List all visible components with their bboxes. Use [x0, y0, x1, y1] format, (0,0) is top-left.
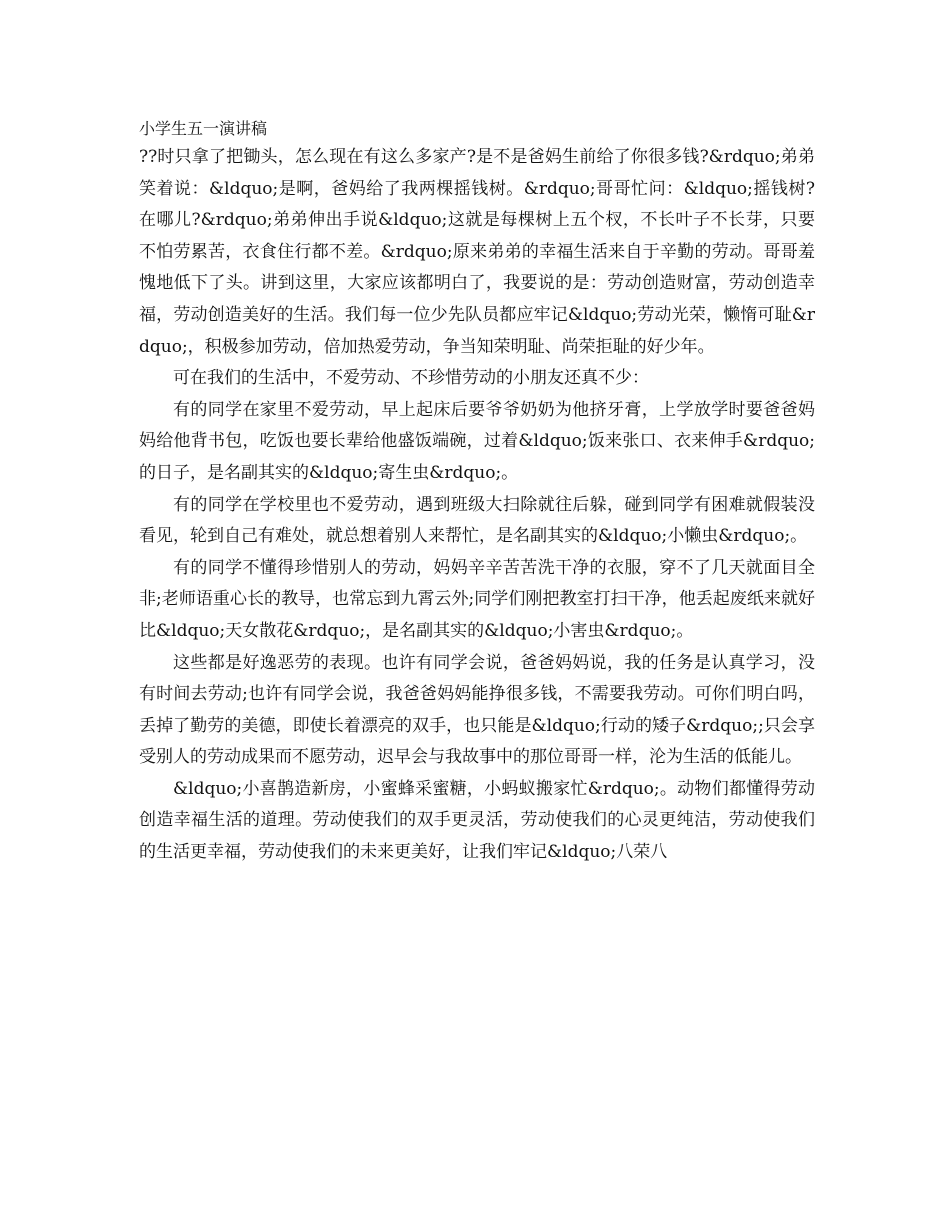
- paragraph-intro-problem: 可在我们的生活中，不爱劳动、不珍惜劳动的小朋友还真不少：: [173, 368, 649, 389]
- paragraph-idleness: 这些都是好逸恶劳的表现。也许有同学会说，爸爸妈妈说，我的任务是认真学习，没有时间去劳动;也许有同学会说，我爸爸妈妈能挣很多钱，不需要我劳动。可你们明白吗，丢掉了勤劳的美德，即使长着漂亮的双手，也只能是&ldquo;行动的矮子&rdquo;;只会享受别人的劳动成果而不愿劳动，迟早会与我故事中的那位哥哥一样，沦为生活的低能儿。: [139, 652, 815, 768]
- paragraph-story-ending: ??时只拿了把锄头，怎么现在有这么多家产?是不是爸妈生前给了你很多钱?&rdquo;弟弟笑着说：&ldquo;是啊，爸妈给了我两棵摇钱树。&rdquo;哥哥忙问：&ldquo;摇钱树?在哪儿?&rdquo;弟弟伸出手说&ldquo;这就是每棵树上五个杈，不长叶子不长芽，只要不怕劳累苦，衣食住行都不差。&rdquo;原来弟弟的幸福生活来自于辛勤的劳动。哥哥羞愧地低下了头。讲到这里，大家应该都明白了，我要说的是：劳动创造财富，劳动创造幸福，劳动创造美好的生活。我们每一位少先队员都应牢记&ldquo;劳动光荣，懒惰可耻&rdquo;，积极参加劳动，倍加热爱劳动，争当知荣明耻、尚荣拒耻的好少年。: [139, 147, 815, 357]
- paragraph-conclusion: &ldquo;小喜鹊造新房，小蜜蜂采蜜糖，小蚂蚁搬家忙&rdquo;。动物们都懂得劳动创造幸福生活的道理。劳动使我们的双手更灵活，劳动使我们的心灵更纯洁，劳动使我们的生活更幸福，劳动使我们的未来更美好，让我们牢记&ldquo;八荣八: [139, 778, 815, 863]
- document-title: 小学生五一演讲稿: [139, 119, 268, 138]
- paragraph-pest: 有的同学不懂得珍惜别人的劳动，妈妈辛辛苦苦洗干净的衣服，穿不了几天就面目全非;老师语重心长的教导，也常忘到九霄云外;同学们刚把教室打扫干净，他丢起废纸来就好比&ldquo;天女散花&rdquo;，是名副其实的&ldquo;小害虫&rdquo;。: [139, 557, 815, 641]
- document-page: [139, 116, 815, 869]
- paragraph-lazybones: 有的同学在学校里也不爱劳动，遇到班级大扫除就往后躲，碰到同学有困难就假装没看见，轮到自己有难处，就总想着别人来帮忙，是名副其实的&ldquo;小懒虫&rdquo;。: [139, 494, 815, 547]
- paragraph-parasite: 有的同学在家里不爱劳动，早上起床后要爷爷奶奶为他挤牙膏，上学放学时要爸爸妈妈给他背书包，吃饭也要长辈给他盛饭端碗，过着&ldquo;饭来张口、衣来伸手&rdquo;的日子，是名副其实的&ldquo;寄生虫&rdquo;。: [139, 399, 815, 483]
